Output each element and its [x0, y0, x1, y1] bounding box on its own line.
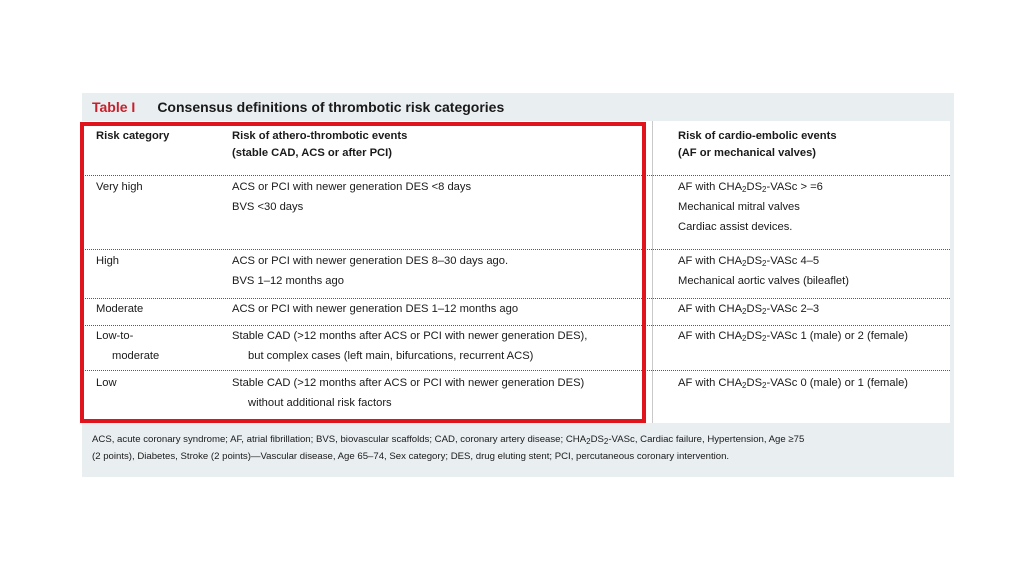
- cell-line: ACS or PCI with newer generation DES <8 days: [232, 181, 472, 193]
- cell-line: AF with $CHA_2DS_2$-VASc 0 (male) or 1 (female): [678, 377, 909, 390]
- risk-category-cell: [96, 299, 143, 319]
- table-footnote: [92, 431, 952, 465]
- athero-risk-cell: [232, 251, 508, 291]
- cell-line: but complex cases (left main, bifurcations, recurrent ACS): [248, 350, 534, 362]
- cell-line: Moderate: [96, 303, 144, 315]
- header-cardio: [678, 128, 837, 162]
- row-separator: [82, 370, 950, 371]
- table-row: [82, 373, 950, 423]
- cell-line: AF with $CHA_2DS_2$-VASc 4–5: [678, 255, 820, 268]
- header-cardio-line2: (AF or mechanical valves): [678, 147, 817, 159]
- header-athero-line1: Risk of athero-thrombotic events: [232, 130, 408, 142]
- cell-line: Low-to-: [96, 330, 134, 342]
- cell-line: AF with $CHA_2DS_2$-VASc > =6: [678, 181, 823, 194]
- cardio-risk-cell: [678, 251, 849, 291]
- risk-category-cell: [96, 326, 159, 366]
- risk-category-cell: [96, 373, 117, 393]
- cell-line: Cardiac assist devices.: [678, 221, 793, 233]
- athero-risk-cell: [232, 326, 587, 366]
- cell-line: Very high: [96, 181, 143, 193]
- cell-line: BVS <30 days: [232, 201, 304, 213]
- cell-line: BVS 1–12 months ago: [232, 275, 344, 287]
- table-row: [82, 299, 950, 323]
- header-athero-line2: (stable CAD, ACS or after PCI): [232, 147, 392, 159]
- cell-line: Stable CAD (>12 months after ACS or PCI with newer generation DES),: [232, 330, 588, 342]
- footnote-line2: (2 points), Diabetes, Stroke (2 points)—Vascular disease, Age 65–74, Sex category; DES, drug eluting stent; PCI, percutaneous coronary intervention.: [92, 451, 730, 462]
- table-panel: [82, 93, 954, 477]
- cell-line: Mechanical aortic valves (bileaflet): [678, 275, 849, 287]
- cell-line: ACS or PCI with newer generation DES 1–12 months ago: [232, 303, 519, 315]
- cell-line: AF with $CHA_2DS_2$-VASc 1 (male) or 2 (female): [678, 330, 909, 343]
- athero-risk-cell: [232, 177, 471, 217]
- cardio-risk-cell: [678, 177, 823, 237]
- athero-risk-cell: [232, 373, 584, 413]
- header-cardio-line1: Risk of cardio-embolic events: [678, 130, 837, 142]
- table-title: Consensus definitions of thrombotic risk categories: [157, 99, 505, 115]
- cell-line: AF with $CHA_2DS_2$-VASc 2–3: [678, 303, 820, 316]
- header-separator: [82, 175, 950, 176]
- cell-line: ACS or PCI with newer generation DES 8–30 days ago.: [232, 255, 509, 267]
- table-row: [82, 251, 950, 296]
- header-athero: [232, 128, 407, 162]
- risk-category-cell: [96, 177, 143, 197]
- table-row: [82, 177, 950, 247]
- table-row: [82, 326, 950, 370]
- cell-line: moderate: [112, 350, 160, 362]
- cell-line: High: [96, 255, 120, 267]
- cardio-risk-cell: [678, 326, 908, 346]
- athero-risk-cell: [232, 299, 518, 319]
- cell-line: Stable CAD (>12 months after ACS or PCI with newer generation DES): [232, 377, 585, 389]
- header-risk-category: Risk category: [96, 130, 170, 142]
- risk-table: [82, 121, 950, 423]
- cardio-risk-cell: [678, 373, 908, 393]
- table-title-row: [92, 99, 504, 119]
- cell-line: Mechanical mitral valves: [678, 201, 800, 213]
- cell-line: Low: [96, 377, 117, 389]
- table-label: Table I: [92, 99, 136, 115]
- cell-line: without additional risk factors: [248, 397, 392, 409]
- footnote-line1: ACS, acute coronary syndrome; AF, atrial fibrillation; BVS, biovascular scaffolds; CAD, coronary artery disease; $CHA_2DS_2$-VASc, Cardiac failure, Hypertension, Age ≥75: [92, 434, 805, 446]
- table-header-row: [82, 128, 950, 168]
- cardio-risk-cell: [678, 299, 819, 319]
- row-separator: [82, 249, 950, 250]
- risk-category-cell: [96, 251, 119, 271]
